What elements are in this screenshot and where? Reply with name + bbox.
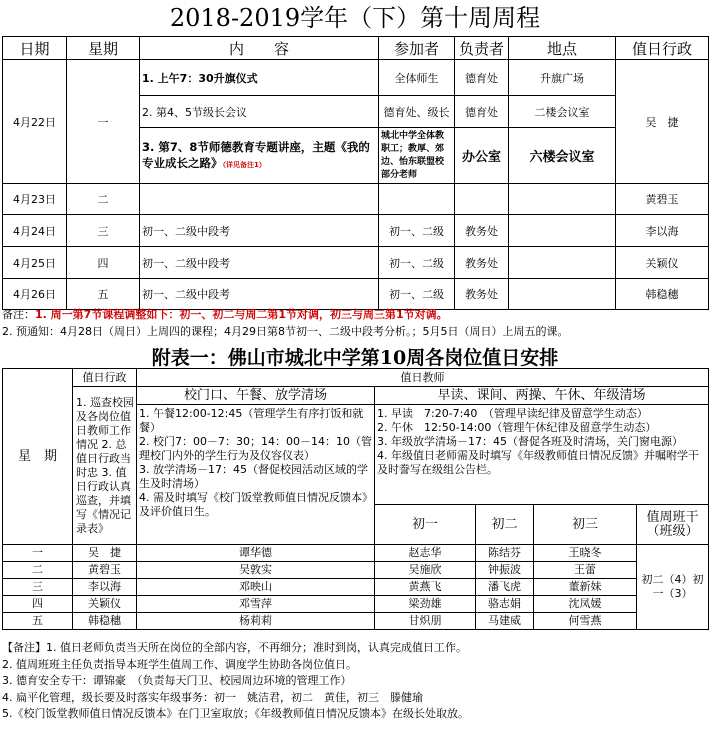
- gate-desc-line: 3. 放学清场－17：45（督促校园活动区域的学生及时清场）: [139, 463, 368, 490]
- teacher-header: 值日教师: [137, 369, 709, 387]
- content-cell: 2. 第4、5节级长会议: [140, 96, 379, 128]
- leader-cell: [455, 184, 509, 215]
- schedule-note-2: 2. 预通知：4月28日（周日）上周四的课程；4月29日第8节初一、二级中段考分析。；5月5日（周日）上周五的课。: [2, 325, 569, 338]
- table-row: [3, 596, 709, 613]
- duty-cell: 韩稳穗: [616, 279, 709, 310]
- participants-cell: 城北中学全体教职工；教厚、郊边、怡东联盟校部分老师: [379, 128, 455, 184]
- grade-3-header: 初三: [534, 505, 637, 545]
- content-cell: 初一、二级中段考: [140, 279, 379, 310]
- class-desc-line: 1. 早读 7:20-7:40 （管理早读纪律及留意学生动态）: [377, 407, 648, 420]
- table-row: [3, 215, 709, 247]
- date-cell: 4月22日: [3, 60, 67, 184]
- col-participants: 参加者: [379, 37, 455, 60]
- footer-notes: [2, 640, 702, 723]
- grade1-cell: 梁劲雄: [375, 596, 476, 613]
- duty-subheader-row: [3, 387, 709, 405]
- date-cell: 4月26日: [3, 279, 67, 310]
- class-desc-line: 3. 年级放学清场－17：45（督促各班及时清场，关门窗电源）: [377, 435, 683, 448]
- weekday-cell: 一: [67, 60, 140, 184]
- class-header: 早读、课间、两操、午休、年级清场: [375, 387, 709, 405]
- grade3-cell: 王蕾: [534, 562, 637, 579]
- week-label: 星 期: [3, 369, 73, 545]
- admin-cell: 李以海: [73, 579, 137, 596]
- grade3-cell: 王晓冬: [534, 545, 637, 562]
- table-row: [3, 613, 709, 630]
- duty-cell: 关颖仪: [616, 247, 709, 279]
- place-cell: [509, 247, 616, 279]
- day-cell: 二: [3, 562, 73, 579]
- table-row: [3, 279, 709, 310]
- date-cell: 4月24日: [3, 215, 67, 247]
- weekday-cell: 二: [67, 184, 140, 215]
- grade1-cell: 甘炽朋: [375, 613, 476, 630]
- participants-cell: 初一、二级: [379, 247, 455, 279]
- grade3-cell: 何雪燕: [534, 613, 637, 630]
- footer-note: 5.《校门饭堂教师值日情况反馈本》在门卫室取放；《年级教师值日情况反馈本》在级长处取放。: [2, 707, 469, 720]
- admin-cell: 吴 捷: [73, 545, 137, 562]
- gate-cell: 邓映山: [137, 579, 375, 596]
- class-duty-value: 初二（4）初一（3）: [637, 545, 709, 630]
- duty-roster-table: [2, 368, 709, 630]
- col-date: 日期: [3, 37, 67, 60]
- day-cell: 五: [3, 613, 73, 630]
- date-cell: 4月23日: [3, 184, 67, 215]
- leader-cell: 德育处: [455, 60, 509, 96]
- weekday-cell: 五: [67, 279, 140, 310]
- page-title: 2018-2019学年（下）第十周周程: [169, 4, 541, 32]
- weekday-cell: 三: [67, 215, 140, 247]
- grade2-cell: 骆志娟: [476, 596, 534, 613]
- leader-cell: 教务处: [455, 215, 509, 247]
- gate-cell: 邓雪萍: [137, 596, 375, 613]
- gate-header: 校门口、午餐、放学清场: [137, 387, 375, 405]
- footer-note: 3. 德育安全专干：谭锦豪 （负责每天门卫、校园周边环境的管理工作）: [2, 674, 352, 687]
- grade-2-header: 初二: [476, 505, 534, 545]
- grade2-cell: 潘飞虎: [476, 579, 534, 596]
- gate-desc-line: 4. 需及时填写《校门饭堂教师值日情况反馈本》及评价值日生。: [139, 491, 368, 518]
- class-desc-line: 4. 年级值日老师需及时填写《年级教师值日情况反馈》并嘱咐学干及时誊写在级组公告栏。: [377, 449, 699, 476]
- schedule-header-row: [3, 37, 709, 60]
- footer-note: 4. 扁平化管理，级长要及时落实年级事务：初一 姚洁君，初二 黄佳，初三 滕健瑜: [2, 690, 423, 704]
- footer-note: 【备注】1. 值日老师负责当天所在岗位的全部内容，不再细分；准时到岗，认真完成值日工作。: [2, 641, 467, 654]
- col-leader: 负责者: [455, 37, 509, 60]
- day-cell: 四: [3, 596, 73, 613]
- table-row: [3, 545, 709, 562]
- gate-duty-desc: [137, 405, 375, 545]
- content-cell: [140, 184, 379, 215]
- place-cell: 六楼会议室: [509, 128, 616, 184]
- table-row: [3, 60, 709, 96]
- duty-cell: 黄碧玉: [616, 184, 709, 215]
- day-cell: 一: [3, 545, 73, 562]
- footer-note: 2. 值周班班主任负责指导本班学生值周工作、调度学生协助各岗位值日。: [2, 657, 357, 671]
- leader-cell: 办公室: [455, 128, 509, 184]
- grade3-cell: 沈凤媛: [534, 596, 637, 613]
- table-row: [3, 247, 709, 279]
- admin-header: 值日行政: [73, 369, 137, 387]
- place-cell: 二楼会议室: [509, 96, 616, 128]
- leader-cell: 教务处: [455, 247, 509, 279]
- col-duty: 值日行政: [616, 37, 709, 60]
- participants-cell: 全体师生: [379, 60, 455, 96]
- participants-cell: 初一、二级: [379, 279, 455, 310]
- weekday-cell: 四: [67, 247, 140, 279]
- class-desc-line: 2. 午休 12:50-14:00（管理午休纪律及留意学生动态）: [377, 421, 657, 434]
- note-red-text: 1. 周一第7节课程调整如下：初一、初二与周二第1节对调，初三与周三第1节对调。: [35, 308, 448, 321]
- schedule-note-1: [2, 306, 448, 322]
- participants-cell: [379, 184, 455, 215]
- place-cell: [509, 215, 616, 247]
- note-ref: （详见备注1）: [222, 160, 266, 169]
- content-cell: 初一、二级中段考: [140, 215, 379, 247]
- grade2-cell: 马建威: [476, 613, 534, 630]
- grade-1-header: 初一: [375, 505, 476, 545]
- col-content: 内 容: [140, 37, 379, 60]
- grade2-cell: 钟振波: [476, 562, 534, 579]
- class-duty-header: 值周班干（班级）: [637, 505, 709, 545]
- content-cell: 1. 上午7：30升旗仪式: [140, 60, 379, 96]
- lecture-text: 3. 第7、8节师德教育专题讲座，主题《我的专业成长之路》: [142, 139, 370, 170]
- participants-cell: 初一、二级: [379, 215, 455, 247]
- note-prefix: 备注：: [2, 308, 35, 321]
- table-row: [3, 579, 709, 596]
- place-cell: [509, 184, 616, 215]
- grade1-cell: 赵志华: [375, 545, 476, 562]
- content-cell: 初一、二级中段考: [140, 247, 379, 279]
- gate-cell: 吴敦实: [137, 562, 375, 579]
- table-row: [3, 184, 709, 215]
- gate-cell: 杨莉莉: [137, 613, 375, 630]
- col-place: 地点: [509, 37, 616, 60]
- class-duty-desc: [375, 405, 709, 505]
- grade1-cell: 吴施欣: [375, 562, 476, 579]
- admin-duty-desc: 1. 巡查校园及各岗位值日教师工作情况 2. 总值日行政当时忠 3. 值日行政认真巡查，并填写《情况记录表》: [73, 387, 137, 545]
- place-cell: 升旗广场: [509, 60, 616, 96]
- gate-cell: 谭华德: [137, 545, 375, 562]
- leader-cell: 德育处: [455, 96, 509, 128]
- weekly-schedule-table: [2, 36, 709, 310]
- grade3-cell: 董新妹: [534, 579, 637, 596]
- place-cell: [509, 279, 616, 310]
- date-cell: 4月25日: [3, 247, 67, 279]
- table-row: [3, 562, 709, 579]
- admin-cell: 关颖仪: [73, 596, 137, 613]
- admin-cell: 黄碧玉: [73, 562, 137, 579]
- gate-desc-line: 2. 校门7：00－7：30；14：00－14：10（管理校门内外的学生行为及仪容仪表）: [139, 435, 372, 462]
- duty-cell: 吴 捷: [616, 60, 709, 184]
- admin-cell: 韩稳穗: [73, 613, 137, 630]
- grade2-cell: 陈结芬: [476, 545, 534, 562]
- day-cell: 三: [3, 579, 73, 596]
- participants-cell: 德育处、级长: [379, 96, 455, 128]
- grade1-cell: 黄燕飞: [375, 579, 476, 596]
- leader-cell: 教务处: [455, 279, 509, 310]
- duty-cell: 李以海: [616, 215, 709, 247]
- duty-header-row: [3, 369, 709, 387]
- content-cell: [140, 128, 379, 184]
- gate-desc-line: 1. 午餐12:00-12:45（管理学生有序打饭和就餐）: [139, 407, 364, 434]
- col-weekday: 星期: [67, 37, 140, 60]
- appendix-title: 附表一：佛山市城北中学第10周各岗位值日安排: [151, 347, 559, 369]
